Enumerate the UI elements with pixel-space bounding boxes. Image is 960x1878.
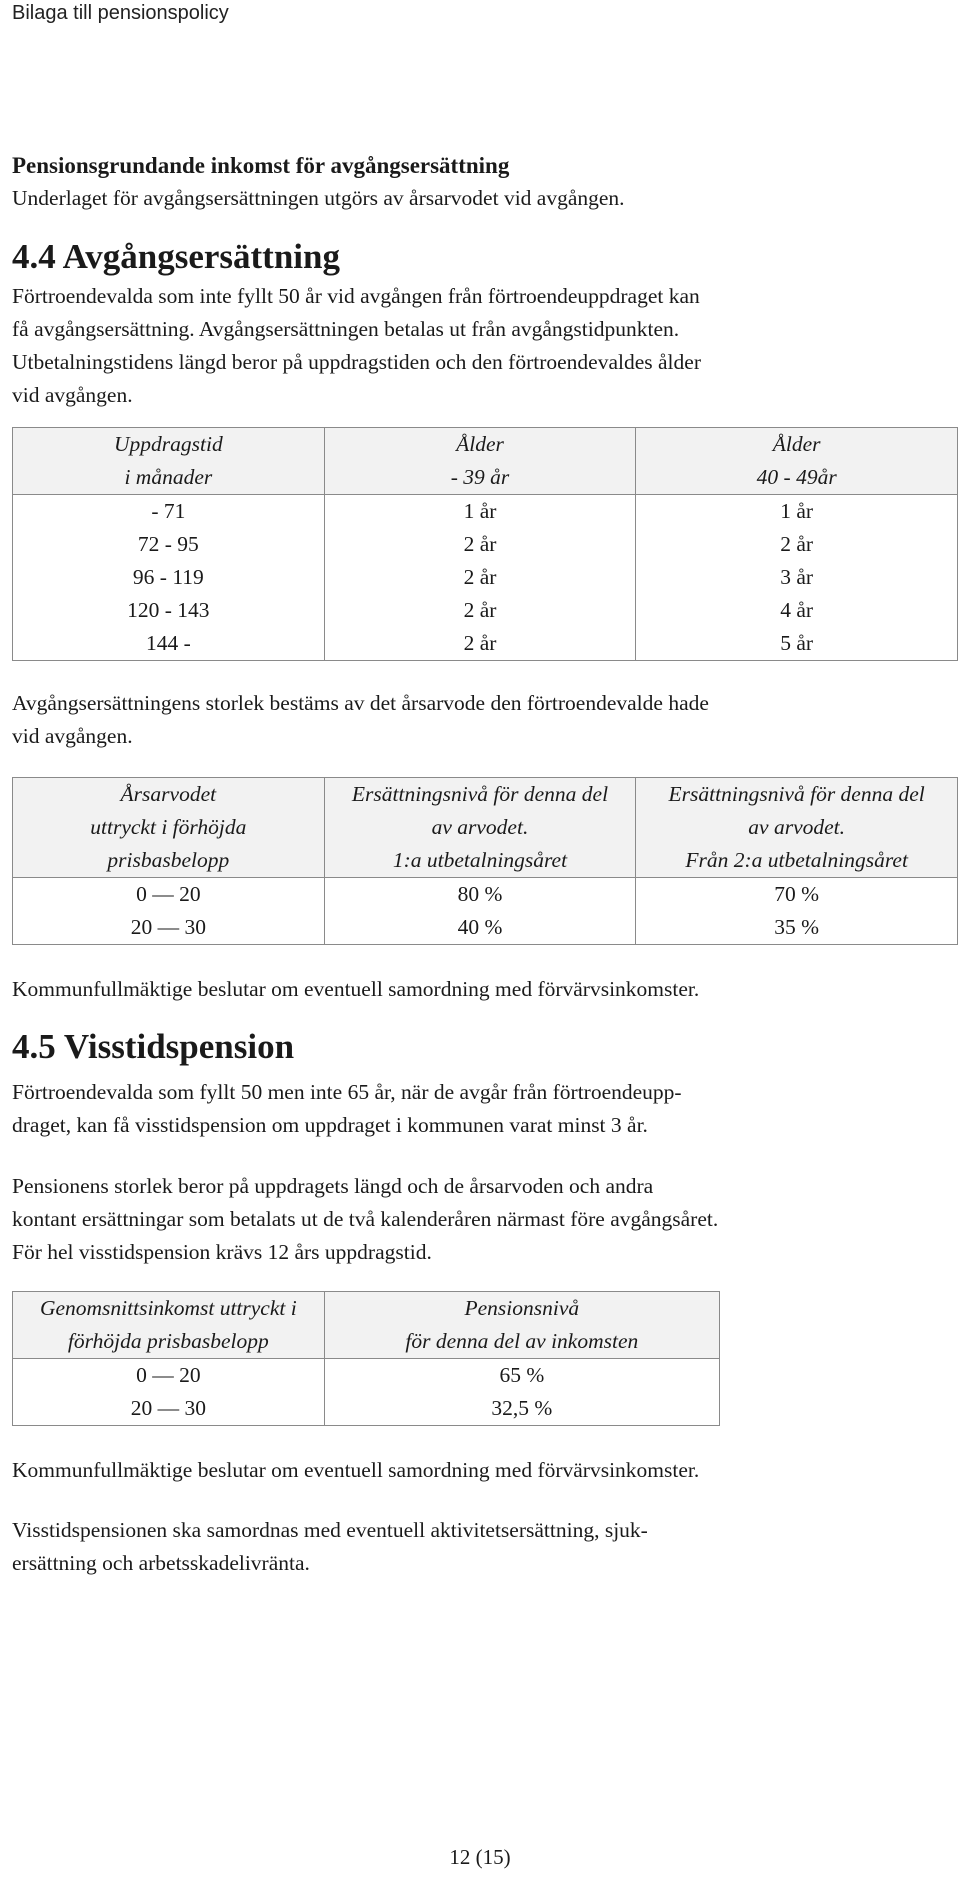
section-45-heading: 4.5 Visstidspension <box>12 1027 295 1066</box>
header-cell: Årsarvodet uttryckt i förhöjda prisbasbelopp <box>13 778 325 878</box>
table-header-row <box>13 778 958 878</box>
income-heading: Pensionsgrundande inkomst för avgångsersättning <box>12 153 510 178</box>
header-cell: Ersättningsnivå för denna del av arvodet. 1:a utbetalningsåret <box>324 778 636 878</box>
section-45-para3: Visstidspensionen ska samordnas med eventuell aktivitetsersättning, sjuk- ersättning och arbetsskadelivränta. <box>12 1518 648 1575</box>
header-cell: Uppdragstid i månader <box>13 428 325 495</box>
header-cell: Ersättningsnivå för denna del av arvodet. Från 2:a utbetalningsåret <box>636 778 958 878</box>
section-44-heading: 4.4 Avgångsersättning <box>12 237 340 276</box>
table-cell: - 71 72 - 95 96 - 119 120 - 143 144 - <box>13 495 325 661</box>
document-body <box>12 150 950 1580</box>
section-45-para2: Pensionens storlek beror på uppdragets längd och de årsarvoden och andra kontant ersättningar som betalats ut de två kalenderåren närmast före avgångsåret. För hel visstidspension krävs 12 års uppdragstid. <box>12 1174 719 1264</box>
table-cell: 70 % 35 % <box>636 878 958 945</box>
table-cell: 65 % 32,5 % <box>324 1359 719 1426</box>
document-header: Bilaga till pensionspolicy <box>12 2 229 24</box>
table-header-row <box>13 1292 720 1359</box>
section-44-line: få avgångsersättning. Avgångsersättningen betalas ut från avgångstidpunkten. <box>12 317 680 341</box>
section-44-intro <box>12 280 950 412</box>
table-row <box>13 878 958 945</box>
section-44-line: Förtroendevalda som inte fyllt 50 år vid avgången från förtroendeuppdraget kan <box>12 284 700 308</box>
table-row <box>13 495 958 661</box>
section-44-line: vid avgången. <box>12 383 133 407</box>
coordination-text-44: Kommunfullmäktige beslutar om eventuell samordning med förvärvsinkomster. <box>12 977 700 1001</box>
table-row <box>13 1359 720 1426</box>
table-cell: 0 — 20 20 — 30 <box>13 878 325 945</box>
header-cell: Genomsnittsinkomst uttryckt i förhöjda prisbasbelopp <box>13 1292 325 1359</box>
header-cell: Pensionsnivå för denna del av inkomsten <box>324 1292 719 1359</box>
header-cell: Ålder 40 - 49år <box>636 428 958 495</box>
section-44-line: Utbetalningstidens längd beror på uppdragstiden och den förtroendevaldes ålder <box>12 350 701 374</box>
header-cell: Ålder - 39 år <box>324 428 636 495</box>
section-45-para1: Förtroendevalda som fyllt 50 men inte 65 år, när de avgår från förtroendeupp- draget, kan få visstidspension om uppdraget i kommunen varat minst 3 år. <box>12 1080 682 1137</box>
table-cell: 1 år 2 år 3 år 4 år 5 år <box>636 495 958 661</box>
coordination-text-45: Kommunfullmäktige beslutar om eventuell samordning med förvärvsinkomster. <box>12 1458 700 1482</box>
payout-time-table <box>12 427 958 661</box>
table-cell: 0 — 20 20 — 30 <box>13 1359 325 1426</box>
compensation-level-table <box>12 777 958 945</box>
income-text: Underlaget för avgångsersättningen utgörs av årsarvodet vid avgången. <box>12 186 625 210</box>
table-cell: 1 år 2 år 2 år 2 år 2 år <box>324 495 636 661</box>
table-cell: 80 % 40 % <box>324 878 636 945</box>
visstidspension-table <box>12 1291 720 1426</box>
table-header-row <box>13 428 958 495</box>
page-number: 12 (15) <box>449 1845 511 1869</box>
size-text: Avgångsersättningens storlek bestäms av det årsarvode den förtroendevalde hade vid avgången. <box>12 691 709 748</box>
